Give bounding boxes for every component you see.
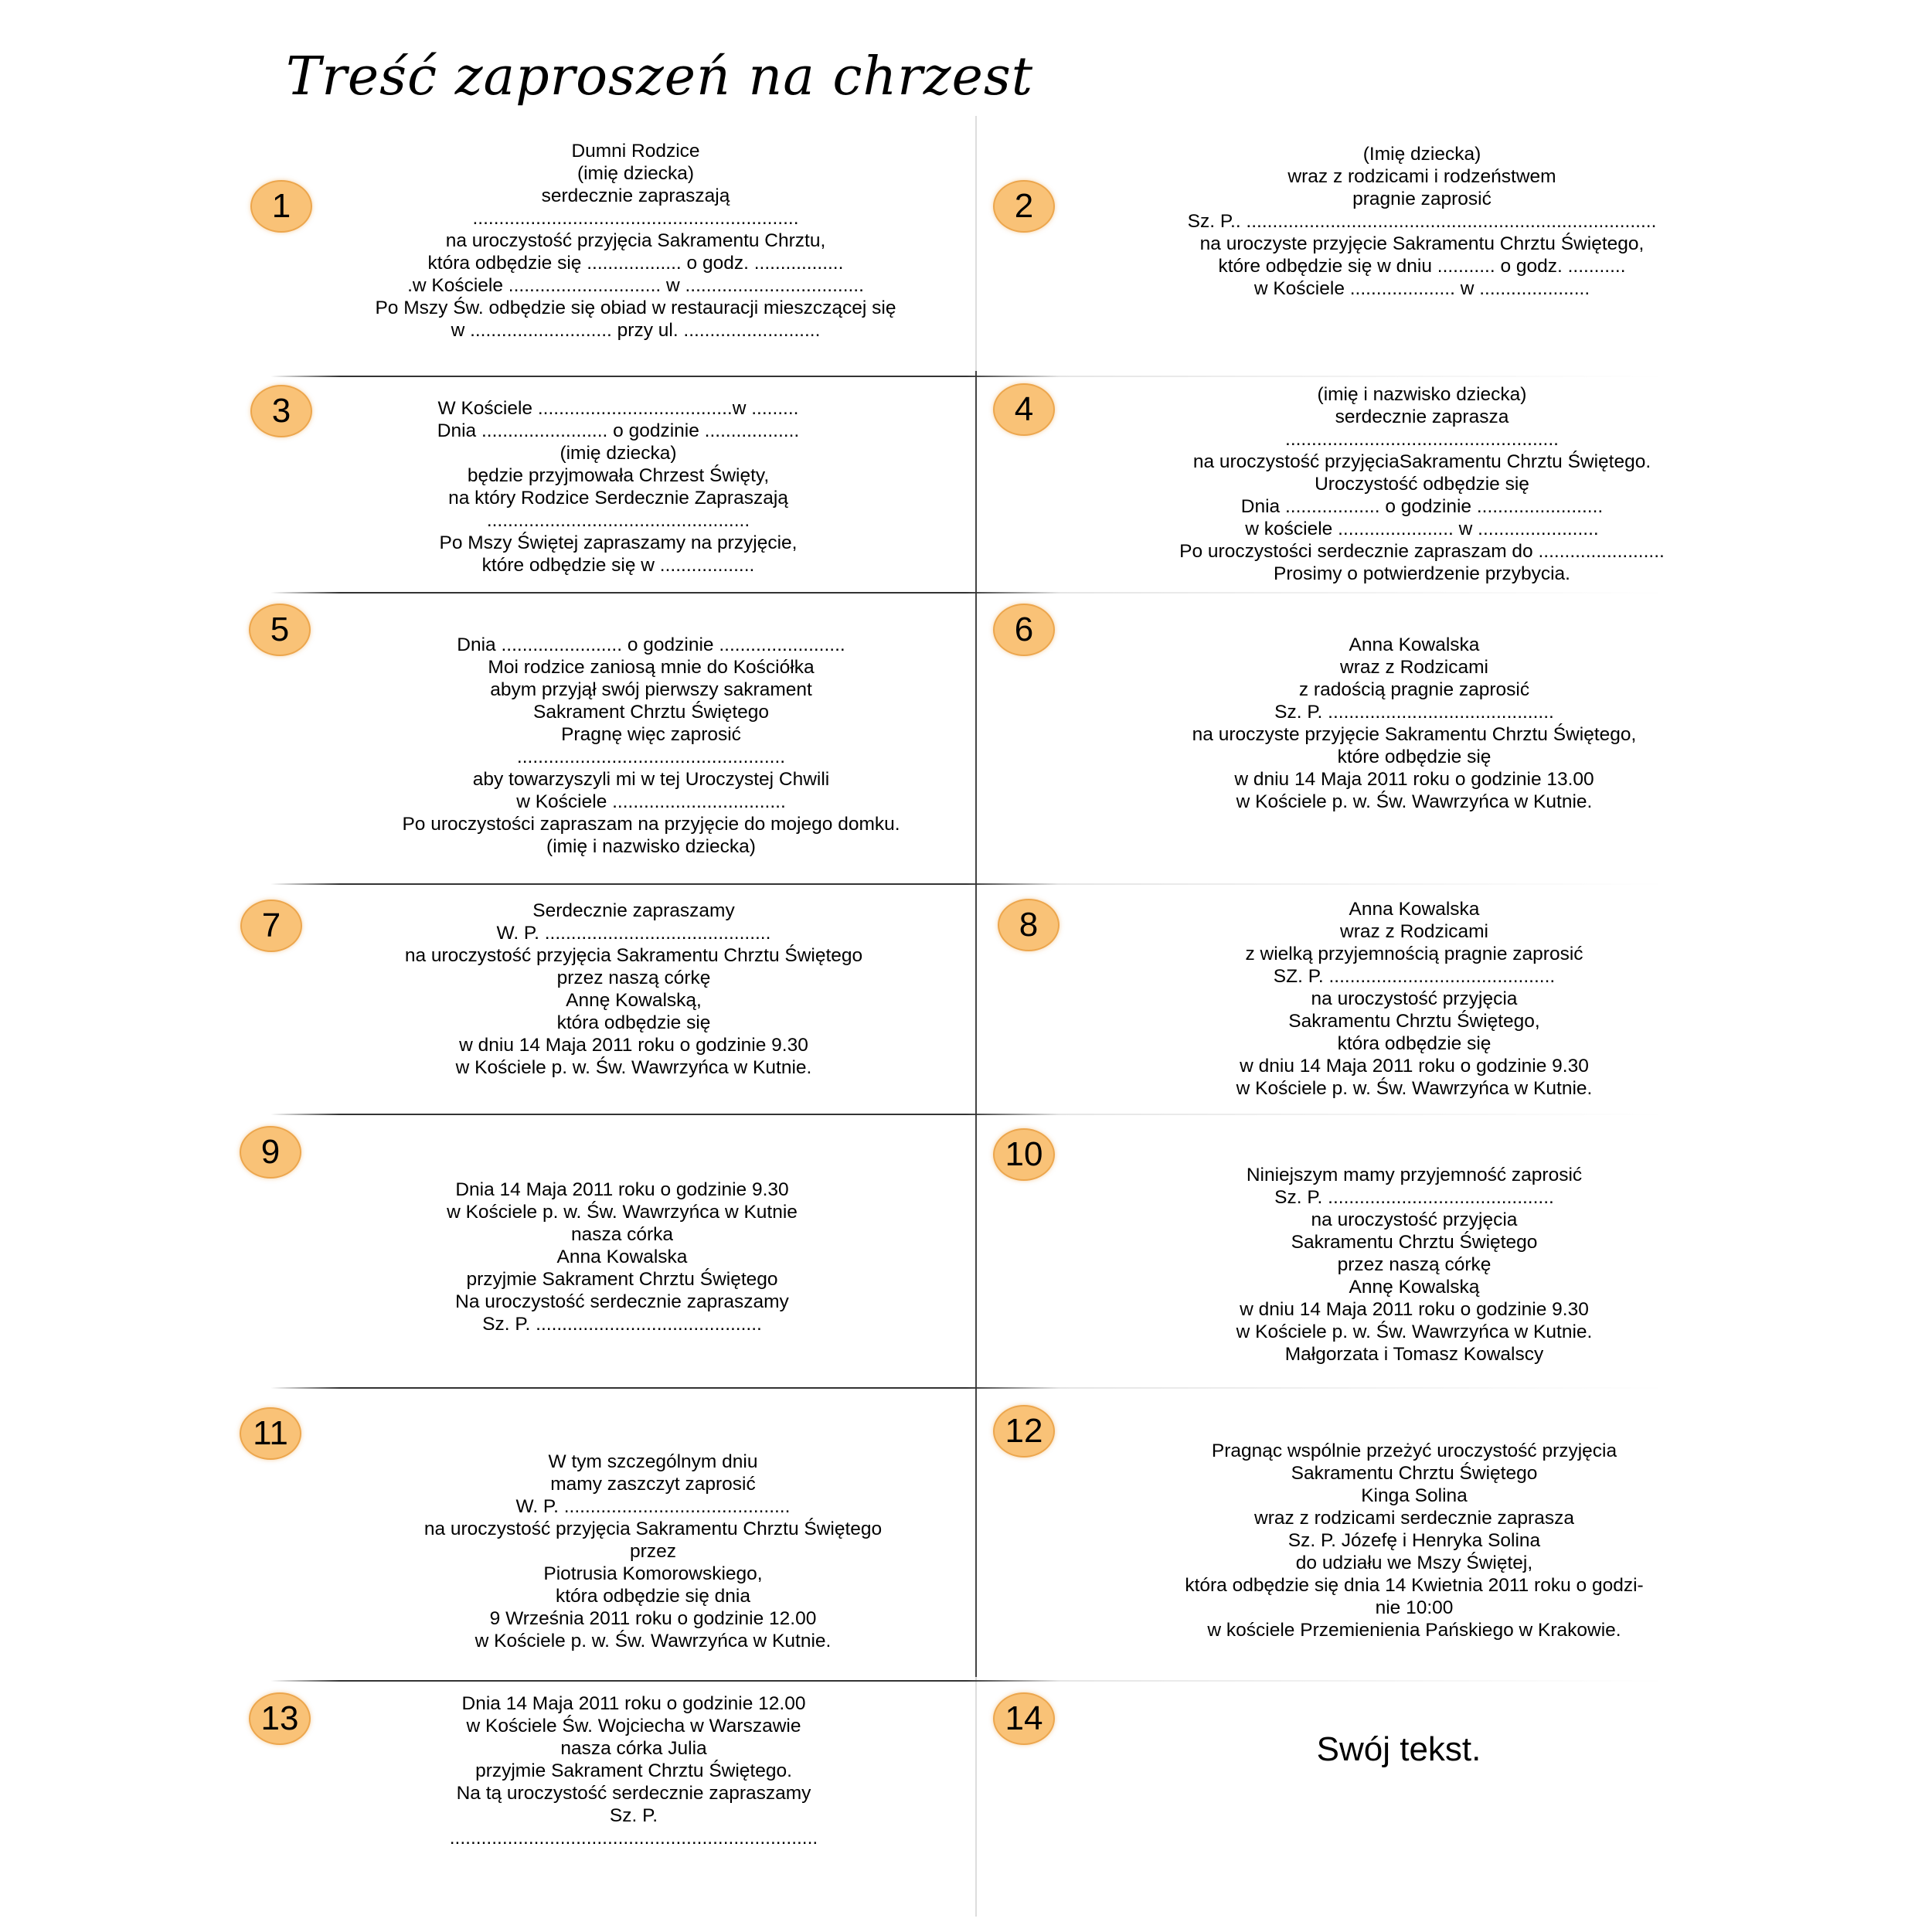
invitation-text xyxy=(1128,898,1700,1100)
text-line: w Kościele p. w. Św. Wawrzyńca w Kutnie xyxy=(447,1202,798,1223)
text-line: w kościele Przemienienia Pańskiego w Krakowie. xyxy=(1207,1620,1621,1641)
number-badge: 1 xyxy=(250,180,312,233)
number-badge: 10 xyxy=(993,1128,1055,1181)
text-line: nasza córka Julia xyxy=(560,1738,707,1759)
text-line: na uroczyste przyjęcie Sakramentu Chrztu Świętego, xyxy=(1199,233,1645,254)
text-line: Sakramentu Chrztu Świętego xyxy=(1291,1232,1538,1253)
text-line: w dniu 14 Maja 2011 roku o godzinie 13.00 xyxy=(1234,769,1594,790)
number-badge: 12 xyxy=(993,1405,1055,1458)
text-line: W. P. ........................................... xyxy=(515,1496,791,1517)
text-line: .w Kościele ............................. w .................................. xyxy=(407,275,864,296)
text-line: Anna Kowalska xyxy=(556,1247,688,1267)
number-badge: 2 xyxy=(993,180,1055,233)
text-line: w Kościele p. w. Św. Wawrzyńca w Kutnie. xyxy=(474,1631,832,1651)
number-badge: 6 xyxy=(993,604,1055,656)
row-divider xyxy=(270,1680,1669,1682)
text-line: Dnia ........................ o godzinie .................. xyxy=(437,420,800,441)
text-line: Sz. P. ........................................... xyxy=(1274,702,1554,723)
invitation-text xyxy=(1128,634,1700,813)
row-divider xyxy=(270,592,1669,594)
invitation-text xyxy=(325,140,947,342)
text-line: która odbędzie się dnia 14 Kwietnia 2011 roku o godzi- xyxy=(1185,1575,1644,1596)
text-line: (imię dziecka) xyxy=(560,443,677,464)
invitation-text xyxy=(1113,1440,1716,1641)
text-line: w Kościele Św. Wojciecha w Warszawie xyxy=(466,1716,801,1736)
text-line: przez naszą córkę xyxy=(1337,1254,1492,1275)
text-line: na uroczyste przyjęcie Sakramentu Chrztu Świętego, xyxy=(1192,724,1637,745)
text-line: w dniu 14 Maja 2011 roku o godzinie 9.30 xyxy=(1240,1299,1589,1320)
text-line: Niniejszym mamy przyjemność zaprosić xyxy=(1246,1165,1583,1185)
text-line: (imię dziecka) xyxy=(577,163,695,184)
invitation-text xyxy=(1128,143,1716,300)
text-line: Piotrusia Komorowskiego, xyxy=(543,1563,763,1584)
text-line: na uroczystość przyjęcia Sakramentu Chrztu Świętego xyxy=(423,1519,883,1539)
text-line: z radością pragnie zaprosić xyxy=(1298,679,1530,700)
invitation-text xyxy=(340,900,927,1079)
number-badge: 4 xyxy=(993,383,1055,436)
text-line: serdecznie zapraszają xyxy=(541,185,730,206)
number-badge: 8 xyxy=(998,899,1060,951)
page-title: Treść zaproszeń na chrzest xyxy=(286,46,1034,107)
text-line: W Kościele .....................................w ......... xyxy=(437,398,799,419)
text-line: która odbędzie się xyxy=(556,1012,711,1033)
text-line: SZ. P. ........................................... xyxy=(1273,966,1556,987)
invitation-text xyxy=(363,1451,943,1652)
text-line: które odbędzie się w .................. xyxy=(481,555,755,576)
text-line: która odbędzie się dnia xyxy=(556,1586,750,1607)
text-line: Sakramentu Chrztu Świętego, xyxy=(1288,1011,1540,1032)
number-badge: 9 xyxy=(240,1126,301,1179)
text-line: Pragnę więc zaprosić xyxy=(561,724,741,745)
text-line: Moi rodzice zaniosą mnie do Kościółka xyxy=(488,657,815,678)
text-line: z wielką przyjemnością pragnie zaprosić xyxy=(1245,944,1583,964)
text-line: .................................................. xyxy=(486,510,750,531)
text-line: Serdecznie zapraszamy xyxy=(532,900,735,921)
text-line: w Kościele p. w. Św. Wawrzyńca w Kutnie. xyxy=(1236,791,1593,812)
text-line: która odbędzie się xyxy=(1337,1033,1492,1054)
number-badge: 11 xyxy=(240,1407,301,1460)
text-line: wraz z rodzicami i rodzeństwem xyxy=(1287,166,1556,187)
text-line: W. P. ........................................... xyxy=(496,923,771,944)
text-line: Sakramentu Chrztu Świętego xyxy=(1291,1463,1538,1484)
number-badge: 5 xyxy=(249,604,311,656)
invitation-text xyxy=(386,397,850,577)
text-line: w kościele ...................... w ....................... xyxy=(1245,519,1599,539)
text-line: Kinga Solina xyxy=(1361,1485,1468,1506)
text-line: mamy zaszczyt zaprosić xyxy=(550,1474,756,1495)
text-line: wraz z Rodzicami xyxy=(1340,921,1488,942)
column-divider xyxy=(975,116,977,1917)
text-line: serdecznie zaprasza xyxy=(1335,406,1509,427)
text-line: w dniu 14 Maja 2011 roku o godzinie 9.30 xyxy=(459,1035,808,1056)
text-line: (imię i nazwisko dziecka) xyxy=(1317,384,1527,405)
text-line: przez xyxy=(630,1541,676,1562)
text-line: Sz. P. ........................................... xyxy=(482,1314,762,1335)
text-line: .............................................................. xyxy=(472,208,799,229)
text-line: Annę Kowalską xyxy=(1349,1277,1480,1298)
text-line: wraz z Rodzicami xyxy=(1340,657,1488,678)
text-line: pragnie zaprosić xyxy=(1352,189,1492,209)
text-line: które odbędzie się w dniu ........... o godz. ........... xyxy=(1218,256,1626,277)
text-line: Prosimy o potwierdzenie przybycia. xyxy=(1274,563,1570,584)
text-line: Po uroczystości serdecznie zapraszam do ........................ xyxy=(1179,541,1665,562)
text-line: abym przyjął swój pierwszy sakrament xyxy=(490,679,812,700)
row-divider xyxy=(270,1114,1669,1115)
text-line: Na uroczystość serdecznie zapraszamy xyxy=(455,1291,789,1312)
text-line: na uroczystość przyjęcia xyxy=(1311,1209,1518,1230)
invitation-text xyxy=(1128,1164,1700,1366)
text-line: 9 Września 2011 roku o godzinie 12.00 xyxy=(489,1608,817,1629)
number-badge: 7 xyxy=(240,900,302,952)
text-line: ................................................... xyxy=(516,747,786,767)
invitation-text xyxy=(1206,1730,1592,1770)
text-line: Anna Kowalska xyxy=(1349,899,1480,920)
text-line: w Kościele .................... w ..................... xyxy=(1253,278,1590,299)
text-line: które odbędzie się xyxy=(1337,747,1492,767)
text-line: do udziału we Mszy Świętej, xyxy=(1295,1553,1533,1573)
row-divider xyxy=(270,883,1669,885)
text-line: będzie przyjmowała Chrzest Święty, xyxy=(467,465,770,486)
invitation-text xyxy=(386,1692,881,1849)
number-badge: 14 xyxy=(993,1692,1055,1745)
text-line: ...................................................................... xyxy=(449,1828,818,1849)
text-line: nasza córka xyxy=(570,1224,674,1245)
row-divider xyxy=(270,1387,1669,1389)
text-line: Dnia 14 Maja 2011 roku o godzinie 9.30 xyxy=(455,1179,789,1200)
text-line: przyjmie Sakrament Chrztu Świętego xyxy=(466,1269,778,1290)
text-line: Sz. P. ........................................... xyxy=(1274,1187,1554,1208)
text-line: w ........................... przy ul. .......................... xyxy=(451,320,821,341)
row-divider xyxy=(270,376,1669,377)
text-line: Annę Kowalską, xyxy=(566,990,702,1011)
text-line: przyjmie Sakrament Chrztu Świętego. xyxy=(475,1760,792,1781)
text-line: na uroczystość przyjęciaSakramentu Chrztu Świętego. xyxy=(1192,451,1651,472)
text-line: Dnia 14 Maja 2011 roku o godzinie 12.00 xyxy=(461,1693,806,1714)
text-line: (Imię dziecka) xyxy=(1362,144,1481,165)
text-line: która odbędzie się .................. o godz. ................. xyxy=(427,253,844,274)
text-line: w Kościele p. w. Św. Wawrzyńca w Kutnie. xyxy=(1236,1078,1593,1099)
text-line: na uroczystość przyjęcia Sakramentu Chrztu, xyxy=(445,230,826,251)
text-line: aby towarzyszyli mi w tej Uroczystej Chwili xyxy=(472,769,830,790)
text-line: Małgorzata i Tomasz Kowalscy xyxy=(1284,1344,1544,1365)
text-line: Sakrament Chrztu Świętego xyxy=(532,702,770,723)
text-line: przez naszą córkę xyxy=(556,968,711,988)
text-line: Sz. P. Józefę i Henryka Solina xyxy=(1287,1530,1541,1551)
text-line: w Kościele ................................. xyxy=(516,791,786,812)
text-line: Swój tekst. xyxy=(1316,1730,1481,1768)
text-line: na który Rodzice Serdecznie Zapraszają xyxy=(448,488,788,509)
text-line: na uroczystość przyjęcia xyxy=(1311,988,1518,1009)
invitation-text xyxy=(1113,383,1731,585)
text-line: Po Mszy Św. odbędzie się obiad w restauracji mieszczącej się xyxy=(375,298,896,318)
text-line: Sz. P.. .............................................................................. xyxy=(1187,211,1657,232)
text-line: Pragnąc wspólnie przeżyć uroczystość przyjęcia xyxy=(1211,1440,1617,1461)
text-line: Dumni Rodzice xyxy=(571,141,700,162)
text-line: w dniu 14 Maja 2011 roku o godzinie 9.30 xyxy=(1240,1056,1589,1077)
text-line: na uroczystość przyjęcia Sakramentu Chrztu Świętego xyxy=(404,945,863,966)
text-line: Dnia .................. o godzinie ........................ xyxy=(1240,496,1604,517)
text-line: w Kościele p. w. Św. Wawrzyńca w Kutnie. xyxy=(1236,1321,1593,1342)
text-line: Anna Kowalska xyxy=(1349,634,1480,655)
text-line: Uroczystość odbędzie się xyxy=(1315,474,1529,495)
invitation-text xyxy=(340,634,962,858)
text-line: (imię i nazwisko dziecka) xyxy=(546,836,756,857)
text-line: Na tą uroczystość serdecznie zapraszamy xyxy=(456,1783,811,1804)
text-line: wraz z rodzicami serdecznie zaprasza xyxy=(1254,1508,1574,1529)
text-line: Sz. P. xyxy=(609,1805,658,1826)
number-badge: 13 xyxy=(249,1692,311,1745)
text-line: Po Mszy Świętej zapraszamy na przyjęcie, xyxy=(439,532,798,553)
text-line: W tym szczególnym dniu xyxy=(548,1451,758,1472)
text-line: Po uroczystości zapraszam na przyjęcie do mojego domku. xyxy=(402,814,900,835)
invitation-text xyxy=(348,1179,896,1335)
text-line: .................................................... xyxy=(1285,429,1559,450)
number-badge: 3 xyxy=(250,385,312,437)
text-line: Dnia ....................... o godzinie ........................ xyxy=(457,634,845,655)
text-line: w Kościele p. w. Św. Wawrzyńca w Kutnie. xyxy=(455,1057,812,1078)
text-line: nie 10:00 xyxy=(1375,1597,1454,1618)
